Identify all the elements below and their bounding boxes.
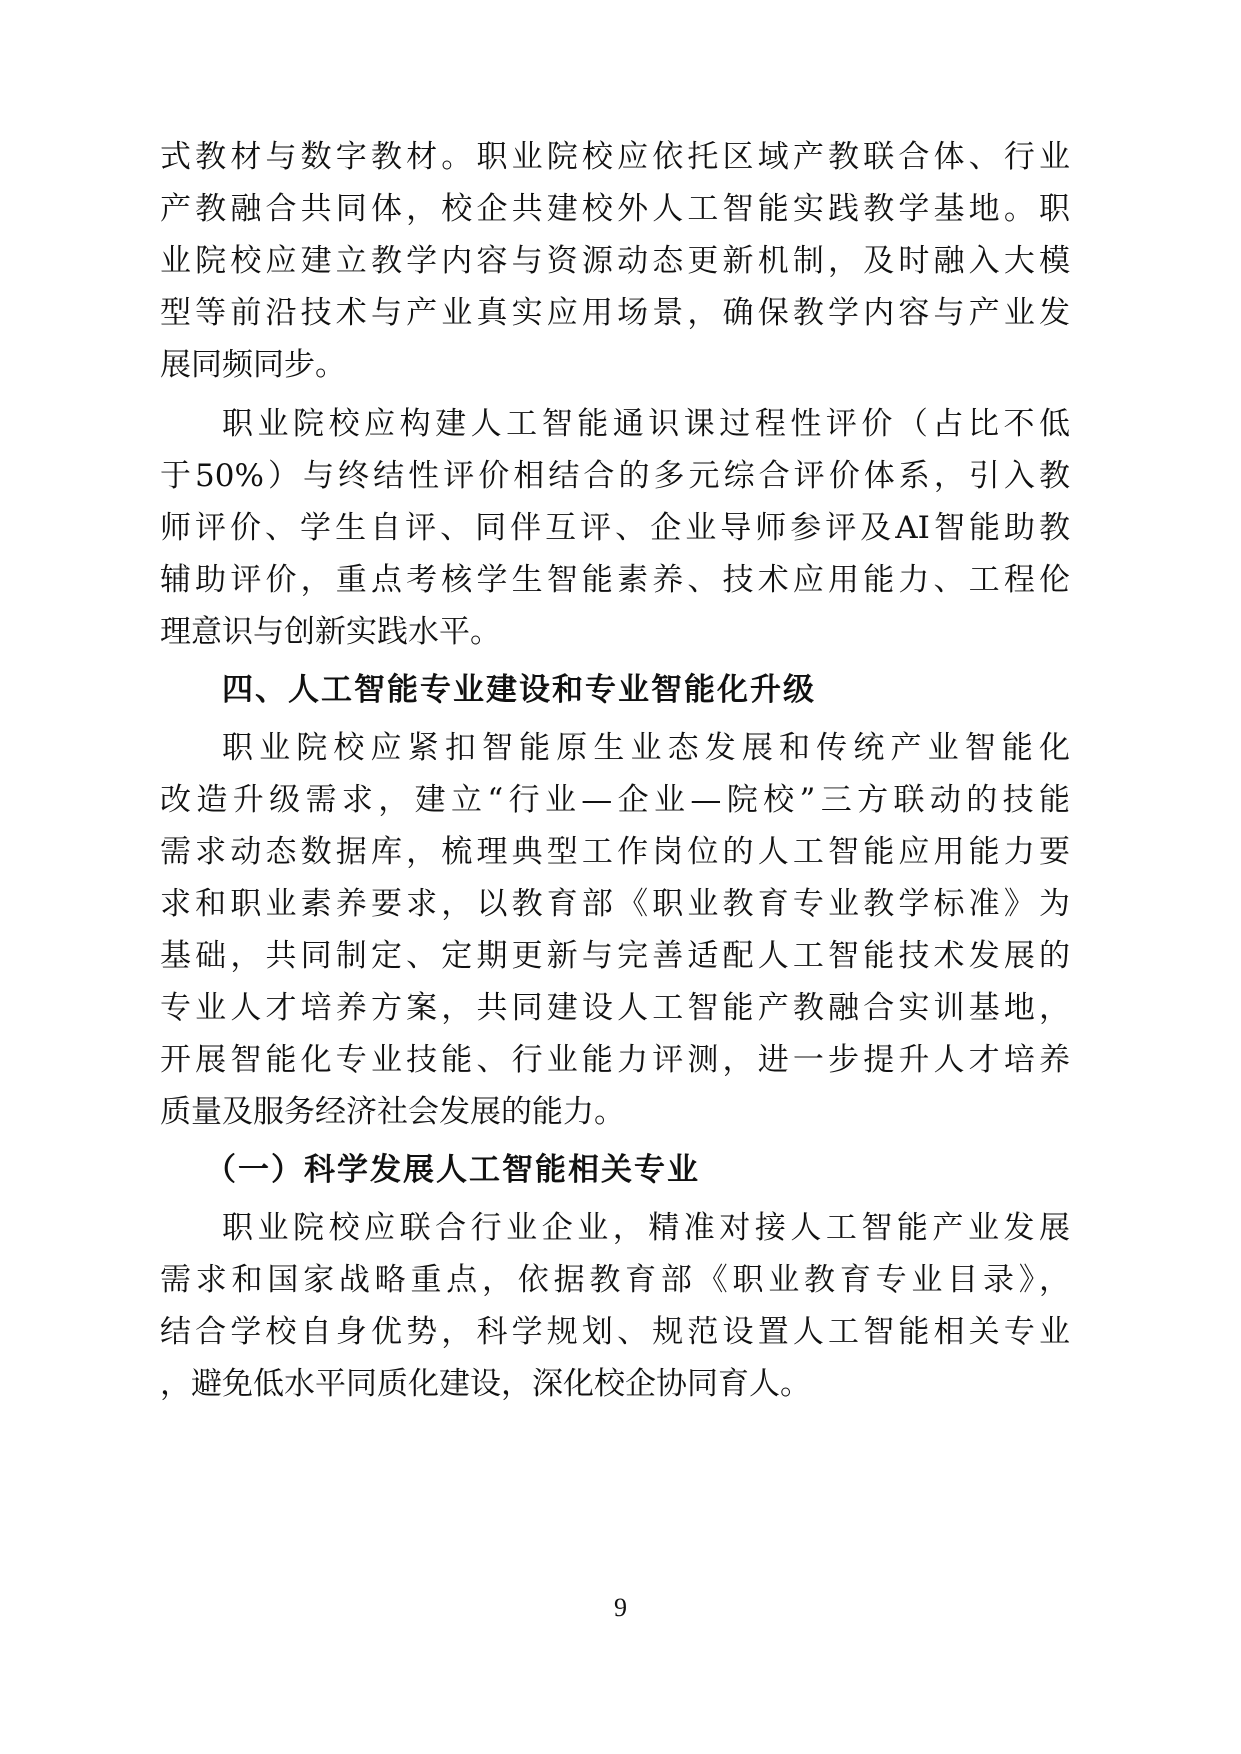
text-line: 质量及服务经济社会发展的能力。 bbox=[160, 1094, 625, 1130]
text-line: 结合学校自身优势，科学规划、规范设置人工智能相关专业 bbox=[160, 1314, 1070, 1350]
text-line: 专业人才培养方案，共同建设人工智能产教融合实训基地， bbox=[160, 990, 1070, 1026]
text-line: 开展智能化专业技能、行业能力评测，进一步提升人才培养 bbox=[160, 1042, 1070, 1078]
text-line: 需求和国家战略重点，依据教育部《职业教育专业目录》， bbox=[160, 1262, 1070, 1298]
text-line: 求和职业素养要求，以教育部《职业教育专业教学标准》为 bbox=[160, 886, 1070, 922]
text-line: 职业院校应紧扣智能原生业态发展和传统产业智能化 bbox=[222, 730, 1070, 766]
text-line: 式教材与数字教材。职业院校应依托区域产教联合体、行业 bbox=[160, 139, 1070, 175]
text-line: 于50%）与终结性评价相结合的多元综合评价体系，引入教 bbox=[160, 458, 1070, 494]
text-line: 需求动态数据库，梳理典型工作岗位的人工智能应用能力要 bbox=[160, 834, 1070, 870]
text-line: 基础，共同制定、定期更新与完善适配人工智能技术发展的 bbox=[160, 938, 1070, 974]
text-line: 辅助评价，重点考核学生智能素养、技术应用能力、工程伦 bbox=[160, 562, 1070, 598]
text-line: 展同频同步。 bbox=[160, 347, 346, 383]
page-number: 9 bbox=[614, 1593, 627, 1622]
text-line: 改造升级需求，建立“行业—企业—院校”三方联动的技能 bbox=[160, 782, 1070, 818]
text-line: 理意识与创新实践水平。 bbox=[160, 614, 501, 650]
text-line: 业院校应建立教学内容与资源动态更新机制，及时融入大模 bbox=[160, 243, 1070, 279]
subsection-heading: （一）科学发展人工智能相关专业 bbox=[205, 1152, 700, 1188]
section-heading: 四、人工智能专业建设和专业智能化升级 bbox=[222, 672, 816, 708]
text-line: 职业院校应联合行业企业，精准对接人工智能产业发展 bbox=[222, 1210, 1070, 1246]
text-line: 师评价、学生自评、同伴互评、企业导师参评及AI智能助教 bbox=[160, 510, 1070, 546]
text-line: ，避免低水平同质化建设，深化校企协同育人。 bbox=[160, 1366, 811, 1402]
text-line: 产教融合共同体，校企共建校外人工智能实践教学基地。职 bbox=[160, 191, 1070, 227]
text-line: 职业院校应构建人工智能通识课过程性评价（占比不低 bbox=[222, 406, 1070, 442]
text-line: 型等前沿技术与产业真实应用场景，确保教学内容与产业发 bbox=[160, 295, 1070, 331]
